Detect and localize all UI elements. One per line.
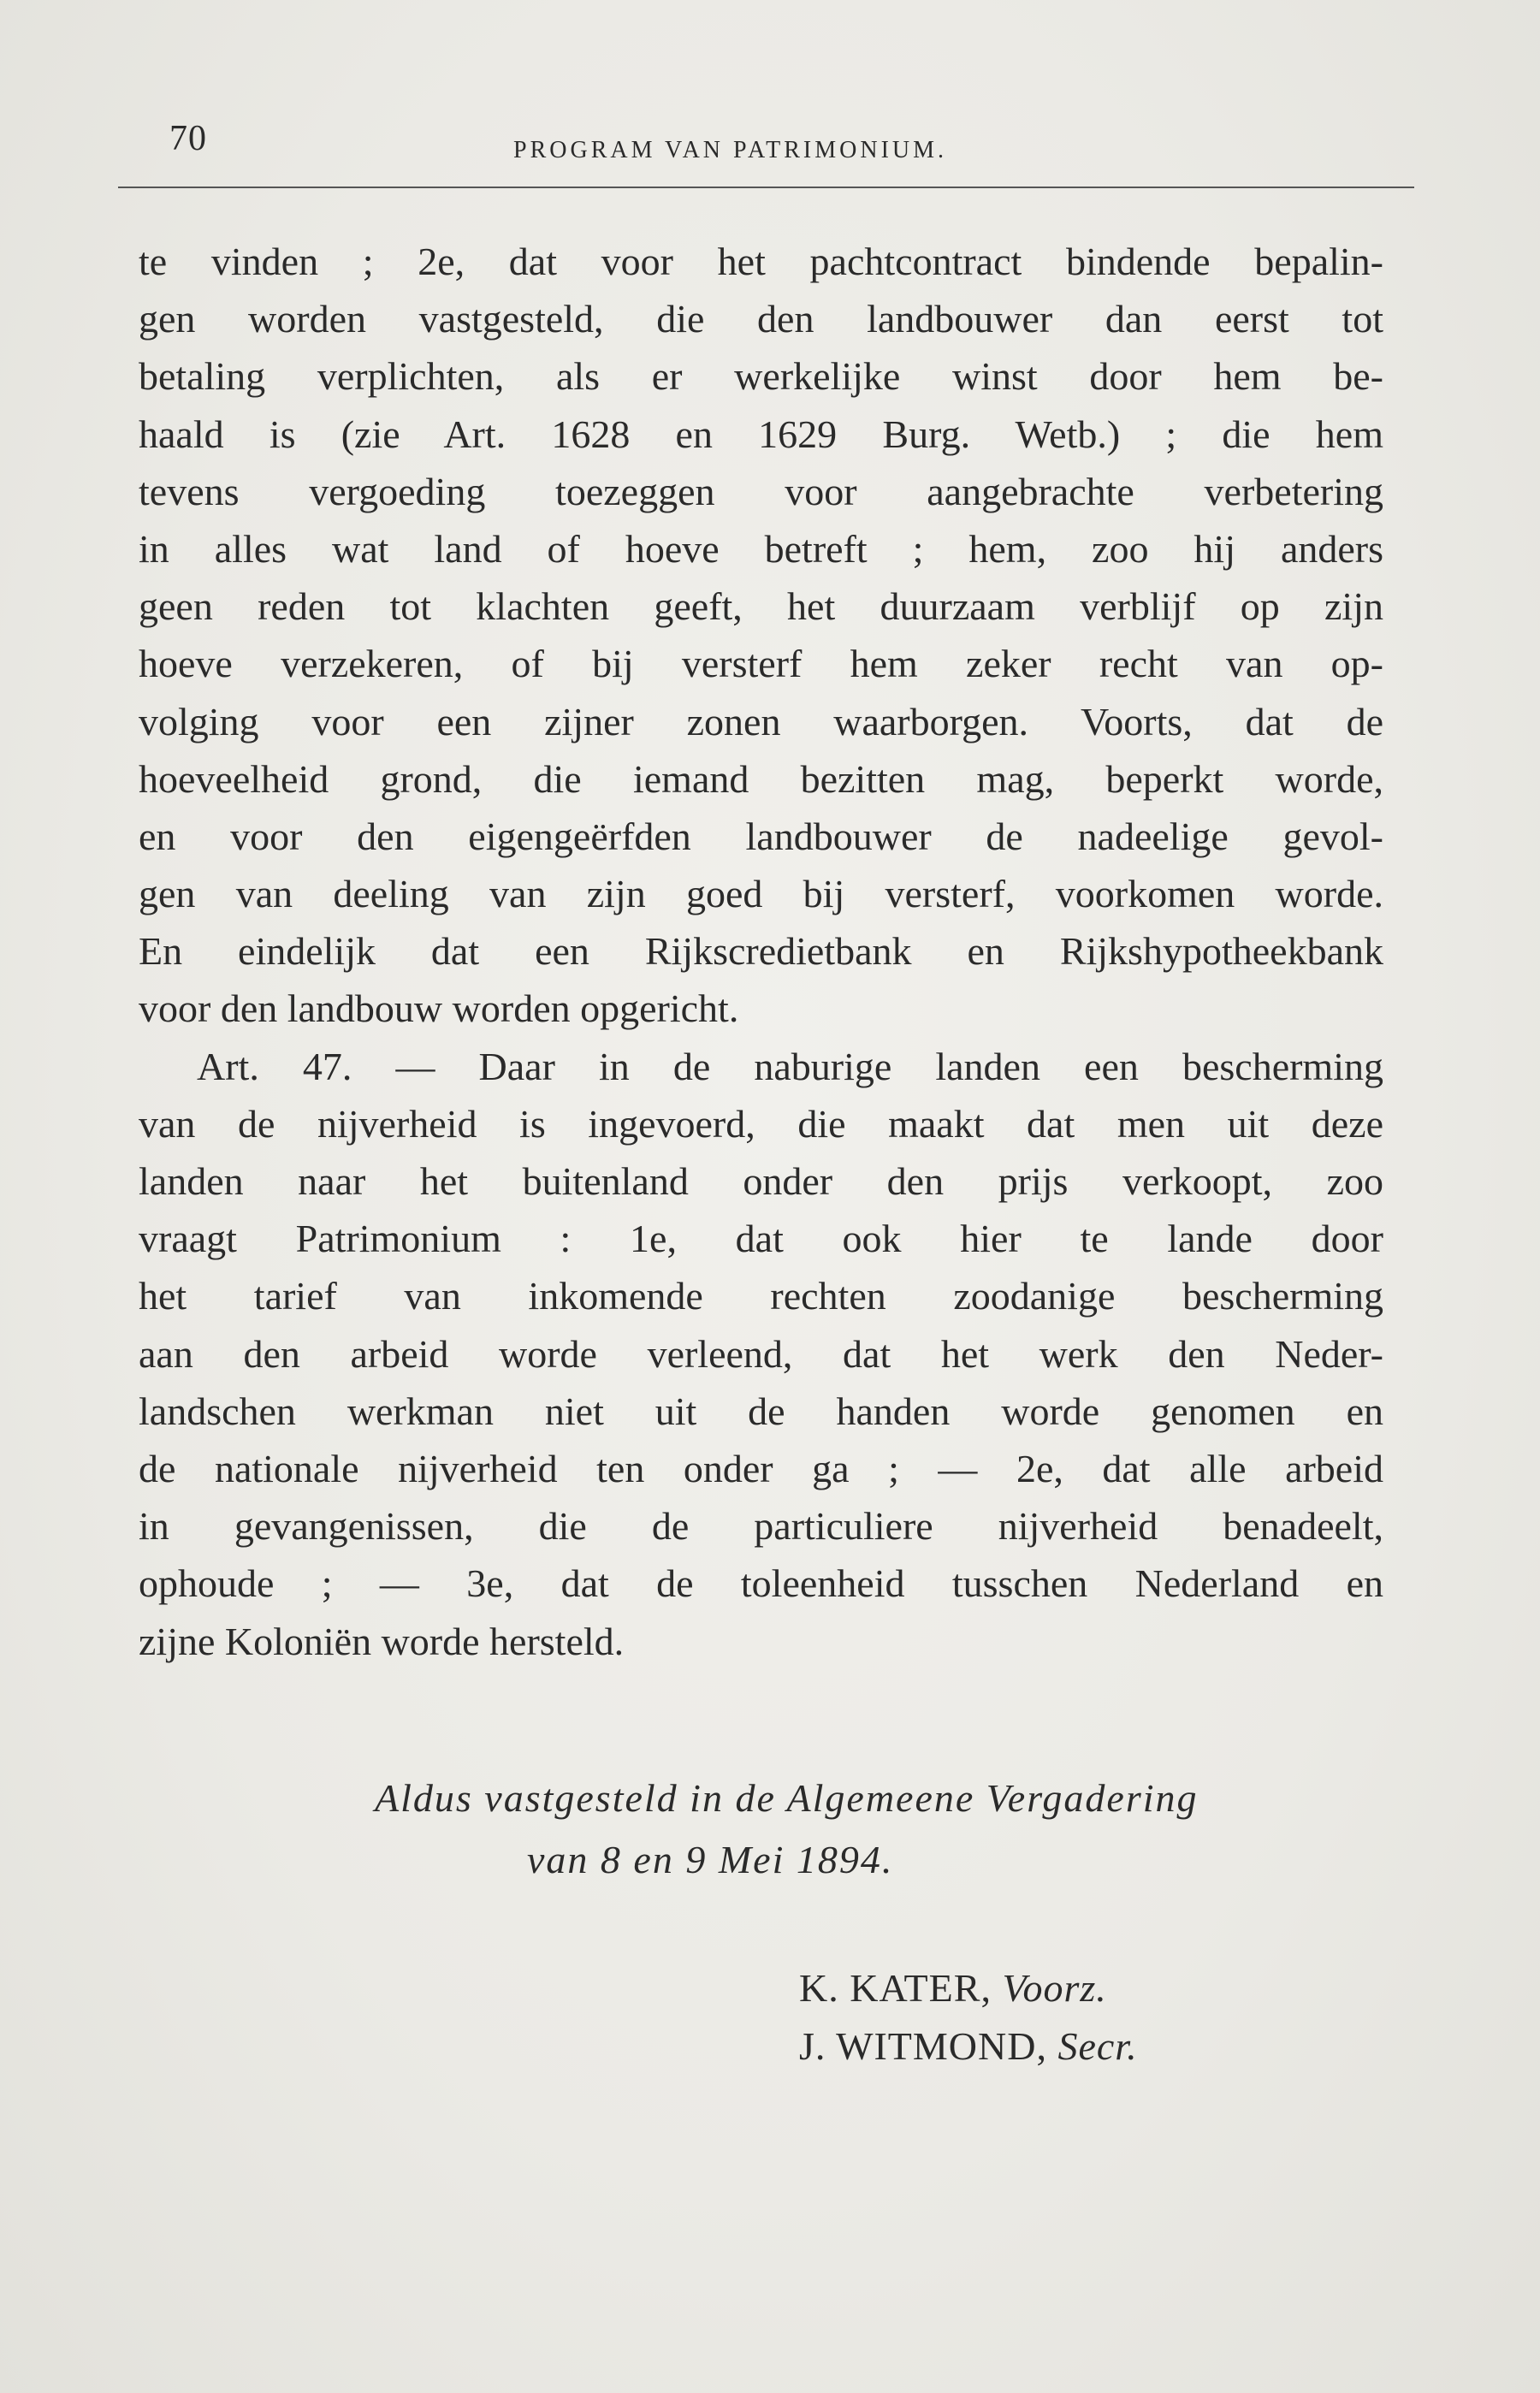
- text-line: geen reden tot klachten geeft, het duurzaam verblijf op zijn: [139, 584, 1383, 629]
- text-line: voor den landbouw worden opgericht.: [139, 986, 739, 1031]
- text-line: in alles wat land of hoeve betreft ; hem, zoo hij anders: [139, 526, 1383, 571]
- text-line: te vinden ; 2e, dat voor het pachtcontract bindende bepalin-: [139, 240, 1383, 283]
- page-number: 70: [169, 119, 207, 158]
- text-line: En eindelijk dat een Rijkscredietbank en Rijkshypotheekbank: [139, 929, 1383, 974]
- text-line: landschen werkman niet uit de handen worde genomen en: [139, 1389, 1383, 1433]
- running-head: PROGRAM VAN PATRIMONIUM.: [513, 137, 948, 163]
- closing-date-line: van 8 en 9 Mei 1894.: [527, 1838, 894, 1881]
- text-line: en voor den eigengeërfden landbouwer de nadeelige gevol-: [139, 814, 1383, 858]
- text-line: aan den arbeid worde verleend, dat het werk den Neder-: [139, 1331, 1383, 1376]
- page-header: [118, 110, 1419, 191]
- chair-name: K. KATER,: [799, 1966, 992, 2010]
- paragraph-2: [139, 1038, 1383, 1670]
- text-line: betaling verplichten, als er werkelijke winst door hem be-: [139, 354, 1383, 399]
- text-line: hoeve verzekeren, of bij versterf hem zeker recht van op-: [139, 642, 1383, 686]
- closing-statement: [375, 1768, 1199, 1891]
- header-rule: [118, 187, 1414, 188]
- text-line: haald is (zie Art. 1628 en 1629 Burg. Wetb.) ; die hem: [139, 412, 1383, 456]
- text-line: volging voor een zijner zonen waarborgen. Voorts, dat de: [139, 699, 1383, 743]
- text-line: ophoude ; — 3e, dat de toleenheid tusschen Nederland en: [139, 1561, 1383, 1606]
- signature-secretary: [799, 2017, 1138, 2076]
- text-line: gen van deeling van zijn goed bij versterf, voorkomen worde.: [139, 872, 1383, 916]
- signature-chair: [799, 1959, 1138, 2017]
- body-text: [139, 233, 1383, 1670]
- text-line: in gevangenissen, die de particuliere nijverheid benadeelt,: [139, 1504, 1383, 1549]
- text-line: hoeveelheid grond, die iemand bezitten mag, beperkt worde,: [139, 756, 1383, 801]
- text-line: van de nijverheid is ingevoerd, die maakt dat men uit deze: [139, 1101, 1383, 1146]
- text-line: gen worden vastgesteld, die den landbouwer dan eerst tot: [139, 297, 1383, 341]
- text-line: Art. 47. — Daar in de naburige landen een bescherming: [197, 1044, 1383, 1088]
- text-line: de nationale nijverheid ten onder ga ; — 2e, dat alle arbeid: [139, 1446, 1383, 1490]
- secretary-name: J. WITMOND,: [799, 2024, 1047, 2068]
- text-line: het tarief van inkomende rechten zoodanige bescherming: [139, 1274, 1383, 1318]
- chair-role: Voorz.: [1002, 1966, 1107, 2010]
- secretary-role: Secr.: [1057, 2024, 1138, 2068]
- text-line: vraagt Patrimonium : 1e, dat ook hier te lande door: [139, 1217, 1383, 1261]
- paragraph-1: [139, 233, 1383, 1038]
- text-line: zijne Koloniën worde hersteld.: [139, 1619, 625, 1663]
- signatures: [799, 1959, 1138, 2076]
- text-line: tevens vergoeding toezeggen voor aangebrachte verbetering: [139, 469, 1383, 513]
- closing-line: Aldus vastgesteld in de Algemeene Vergadering: [375, 1776, 1199, 1820]
- text-line: landen naar het buitenland onder den prijs verkoopt, zoo: [139, 1159, 1383, 1203]
